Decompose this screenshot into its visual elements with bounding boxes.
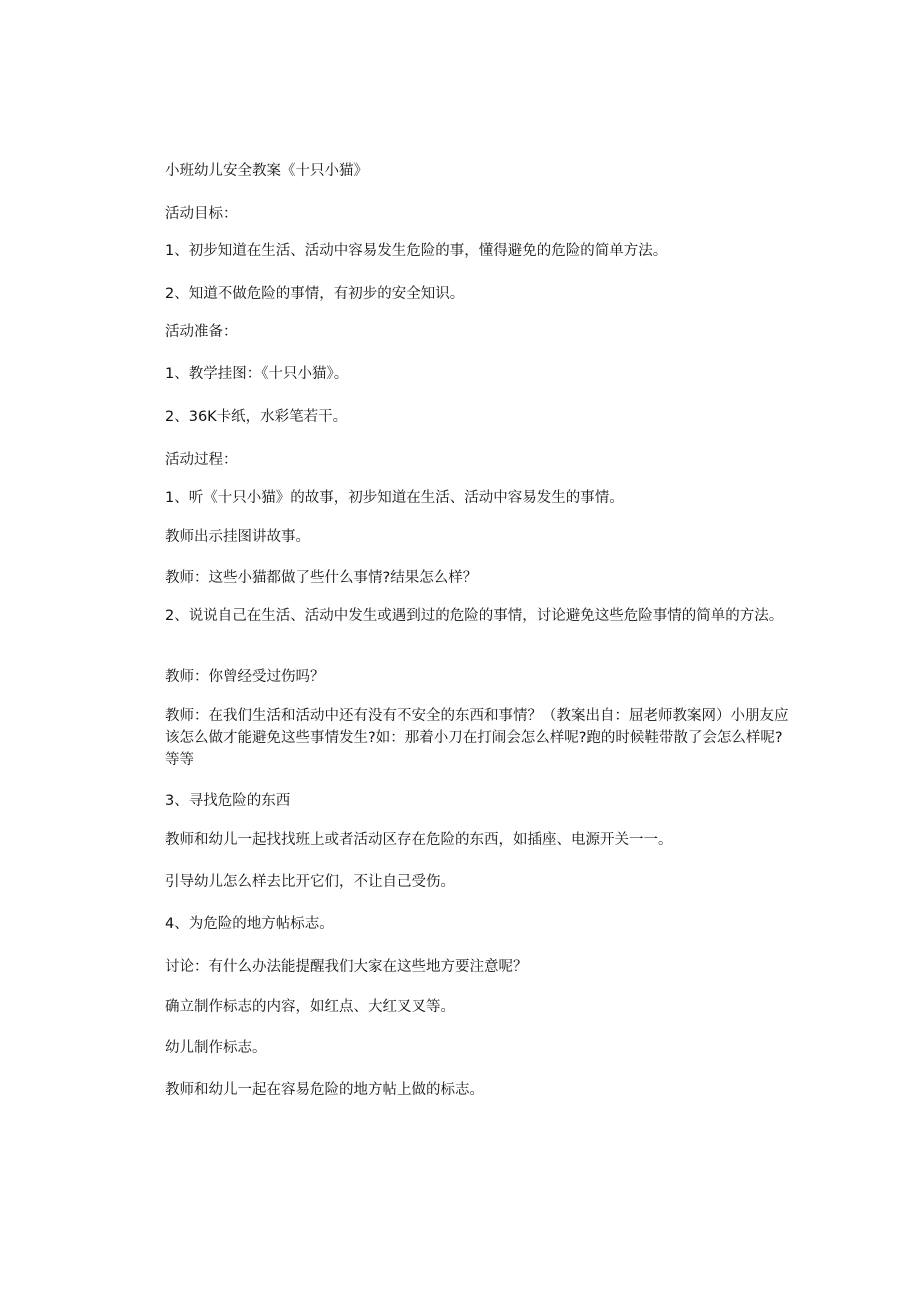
section-heading-prep: 活动准备： bbox=[165, 324, 238, 340]
process-step-2-text-a: 教师：你曾经受过伤吗？ bbox=[165, 669, 325, 685]
process-step-2-text-b: 教师：在我们生活和活动中还有没有不安全的东西和事情？（教案出自：屈老师教案网）小朋友应该怎么做才能避免这些事情发生?如：那着小刀在打闹会怎么样呢?跑的时候鞋带散了会怎么样呢?等等 bbox=[165, 708, 789, 768]
process-step-4-text-a: 讨论：有什么办法能提醒我们大家在这些地方要注意呢？ bbox=[165, 959, 528, 975]
goal-item-1: 1、初步知道在生活、活动中容易发生危险的事，懂得避免的危险的简单方法。 bbox=[165, 243, 668, 259]
process-step-3-text-a: 教师和幼儿一起找找班上或者活动区存在危险的东西，如插座、电源开关一一。 bbox=[165, 832, 673, 848]
process-step-1-text-b: 教师：这些小猫都做了些什么事情?结果怎么样？ bbox=[165, 570, 478, 586]
process-step-4-text-d: 教师和幼儿一起在容易危险的地方帖上做的标志。 bbox=[165, 1082, 484, 1098]
process-step-2: 2、说说自己在生活、活动中发生或遇到过的危险的事情，讨论避免这些危险事情的简单的方法。 bbox=[165, 608, 784, 624]
process-step-4-text-c: 幼儿制作标志。 bbox=[165, 1040, 267, 1056]
prep-item-1: 1、教学挂图：《十只小猫》。 bbox=[165, 366, 349, 382]
process-step-3: 3、寻找危险的东西 bbox=[165, 793, 291, 809]
process-step-4-text-b: 确立制作标志的内容，如红点、大红叉叉等。 bbox=[165, 999, 455, 1015]
section-heading-process: 活动过程： bbox=[165, 452, 238, 468]
process-step-4: 4、为危险的地方帖标志。 bbox=[165, 916, 334, 932]
section-heading-goals: 活动目标： bbox=[165, 206, 238, 222]
prep-item-2: 2、36K卡纸，水彩笔若干。 bbox=[165, 409, 348, 425]
document-title: 小班幼儿安全教案《十只小猫》 bbox=[165, 163, 368, 179]
process-step-1: 1、听《十只小猫》的故事，初步知道在生活、活动中容易发生的事情。 bbox=[165, 490, 624, 506]
process-step-3-text-b: 引导幼儿怎么样去比开它们，不让自己受伤。 bbox=[165, 874, 455, 890]
goal-item-2: 2、知道不做危险的事情，有初步的安全知识。 bbox=[165, 286, 465, 302]
process-step-1-text-a: 教师出示挂图讲故事。 bbox=[165, 529, 310, 545]
